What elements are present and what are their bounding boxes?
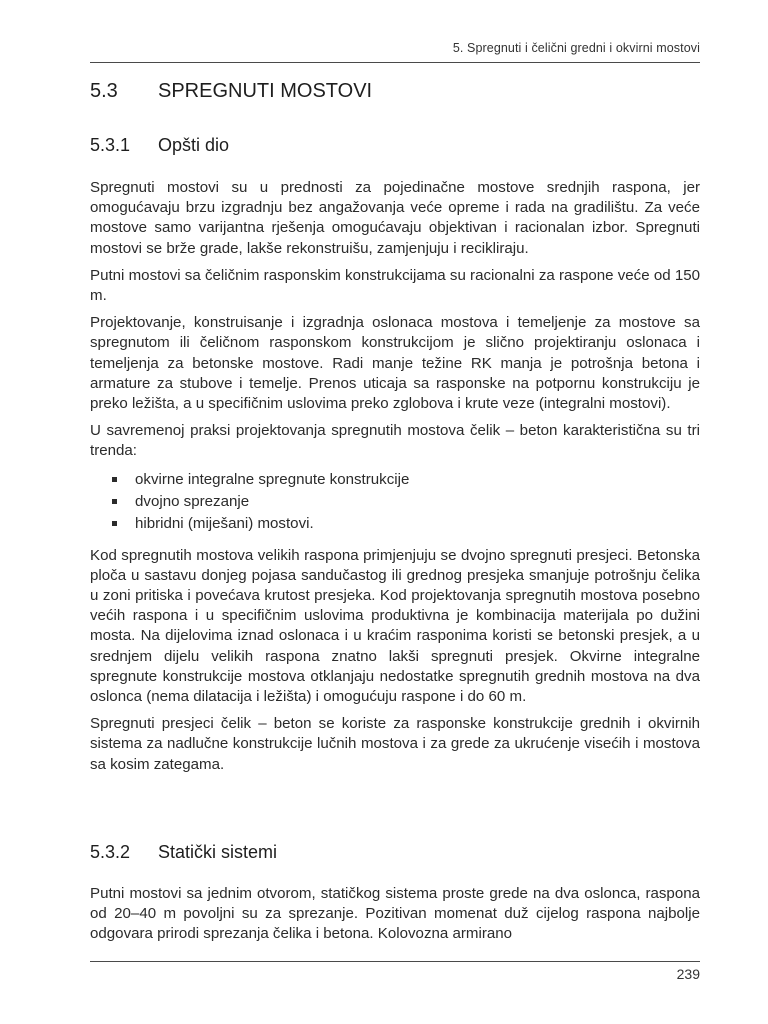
list-item-text: okvirne integralne spregnute konstrukcije [135,470,410,488]
bullet-icon [112,521,117,526]
subsection-heading-2 [90,842,277,863]
subsection-1-body [90,178,700,782]
bullet-icon [112,477,117,482]
section-heading [90,80,372,103]
paragraph: Spregnuti presjeci čelik – beton se koriste za rasponske konstrukcije grednih i okvirnih sistema za nadlučne konstrukcije lučnih mostova i za grede za ukrućenje visećih i mostova sa kosim zategama. [90,715,700,773]
list-item [90,491,700,513]
footer-divider [90,961,700,962]
subsection-title: Statički sistemi [158,842,278,862]
subsection-number: 5.3.2 [90,842,131,862]
section-title: SPREGNUTI MOSTOVI [158,80,373,102]
subsection-heading-1 [90,135,229,156]
subsection-title: Opšti dio [158,135,230,155]
running-header: 5. Spregnuti i čelični gredni i okvirni mostovi [452,41,700,55]
paragraph: Putni mostovi sa čeličnim rasponskim konstrukcijama su racionalni za raspone veće od 150 m. [90,266,700,305]
list-item [90,469,700,491]
paragraph: Kod spregnutih mostova velikih raspona primjenjuju se dvojno spregnuti presjeci. Betonska ploča u sastavu donjeg pojasa sandučastog ili grednog presjeka smanjuje potrošnju čelika u zoni pritiska i povećava krutost presjeka. Kod projektovanja spregnutih mostova posebno većih raspona i u specifičnim uslovima produktivna je kombinacija materijala po dužini mosta. Na dijelovima iznad oslonaca i u kraćim rasponima koristi se betonski presjek, a u srednjem dijelu velikih raspona znatno lakši spregnuti presjek. Okvirne integralne spregnute konstrukcije mostova otklanjaju nedostatke spregnutih grednih mostova na dva oslonca (nema dilatacija i ležišta) i omogućuju raspone i do 60 m. [90,546,700,706]
subsection-2-body [90,884,700,952]
paragraph: Projektovanje, konstruisanje i izgradnja oslonaca mostova i temeljenje za mostove sa spregnutom ili čeličnom rasponskom konstrukcijom je slično projektiranju oslonaca i temeljenja za betonske mostove. Radi manje težine RK manja je potrošnja betona i armature za stubove i temelje. Prenos uticaja sa rasponske na potpornu konstrukciju je preko ležišta, a u specifičnim uslovima preko zglobova i krute veze (integralni mostovi). [90,314,700,413]
bullet-icon [112,499,117,504]
list-item-text: dvojno sprezanje [135,492,250,510]
header-divider [90,62,700,63]
section-number: 5.3 [90,80,118,102]
subsection-number: 5.3.1 [90,135,131,155]
page-number: 239 [676,966,700,982]
paragraph: Spregnuti mostovi su u prednosti za pojedinačne mostove srednjih raspona, jer omogućavaju brzu izgradnju bez angažovanja veće opreme i rada na gradilištu. Za veće mostove samo varijantna rješenja omogućavaju objektivan i racionalan izbor. Spregnuti mostovi se brže grade, lakše rekonstruišu, zamjenjuju i recikliraju. [90,179,700,257]
paragraph: Putni mostovi sa jednim otvorom, statičkog sistema proste grede na dva oslonca, raspona od 20–40 m povoljni su za sprezanje. Pozitivan momenat duž cijelog raspona najbolje odgovara prirodi sprezanja čelika i betona. Kolovozna armirano [90,885,700,943]
list-item-text: hibridni (miješani) mostovi. [135,514,314,532]
paragraph: U savremenoj praksi projektovanja spregnutih mostova čelik – beton karakteristična su tri trenda: [90,422,700,460]
list-item [90,513,700,535]
bullet-list [90,469,700,535]
